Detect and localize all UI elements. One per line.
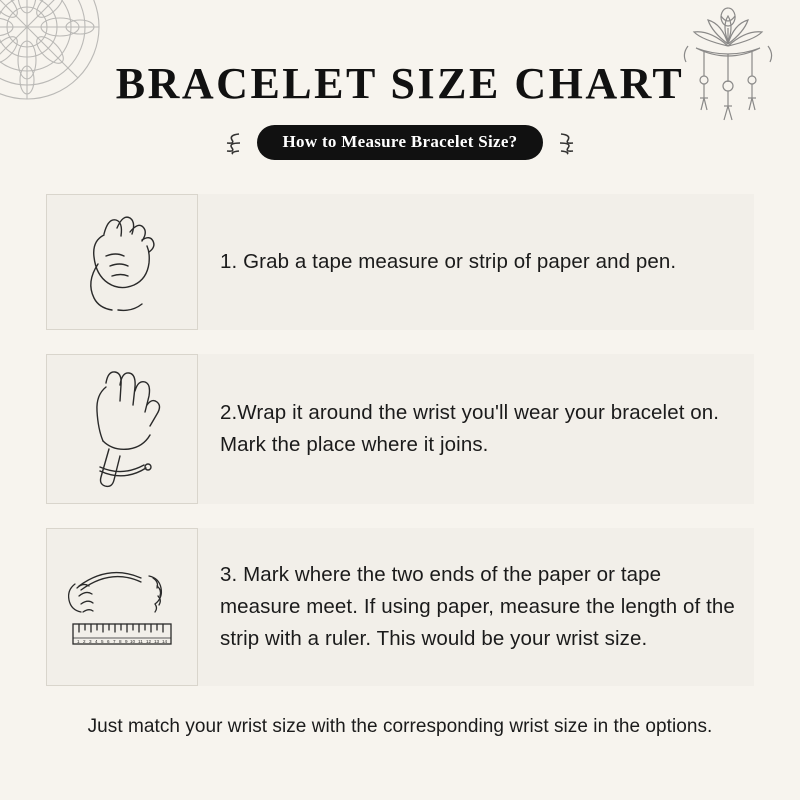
- svg-text:2: 2: [83, 639, 86, 644]
- list-item: [46, 528, 754, 686]
- subtitle-row: [0, 125, 800, 160]
- footer-note: Just match your wrist size with the corresponding wrist size in the options.: [87, 716, 713, 737]
- hand-fist-illustration: [46, 194, 198, 330]
- svg-text:7: 7: [113, 639, 116, 644]
- svg-text:4: 4: [95, 639, 98, 644]
- svg-text:1: 1: [77, 639, 80, 644]
- step-text: 2.Wrap it around the wrist you'll wear your bracelet on. Mark the place where it joins.: [220, 401, 720, 456]
- page-title: BRACELET SIZE CHART: [115, 59, 685, 108]
- svg-text:5: 5: [101, 639, 104, 644]
- svg-text:6: 6: [107, 639, 110, 644]
- svg-text:12: 12: [146, 639, 152, 644]
- svg-text:13: 13: [154, 639, 160, 644]
- svg-text:11: 11: [138, 639, 143, 644]
- swirl-flourish-icon: [555, 130, 581, 156]
- steps-list: [0, 194, 800, 686]
- step-text: 3. Mark where the two ends of the paper or tape measure meet. If using paper, measure the length of the strip with a ruler. This would be your wrist size.: [220, 563, 735, 650]
- svg-text:14: 14: [162, 639, 168, 644]
- subtitle-badge: How to Measure Bracelet Size?: [257, 125, 544, 160]
- list-item: [46, 354, 754, 504]
- swirl-flourish-icon: [219, 130, 245, 156]
- svg-text:10: 10: [130, 639, 136, 644]
- svg-text:9: 9: [125, 639, 128, 644]
- hand-wrist-wrap-illustration: [46, 354, 198, 504]
- list-item: [46, 194, 754, 330]
- hands-ruler-measure-illustration: [46, 528, 198, 686]
- step-text: 1. Grab a tape measure or strip of paper and pen.: [220, 250, 677, 274]
- svg-text:8: 8: [119, 639, 122, 644]
- svg-text:3: 3: [89, 639, 92, 644]
